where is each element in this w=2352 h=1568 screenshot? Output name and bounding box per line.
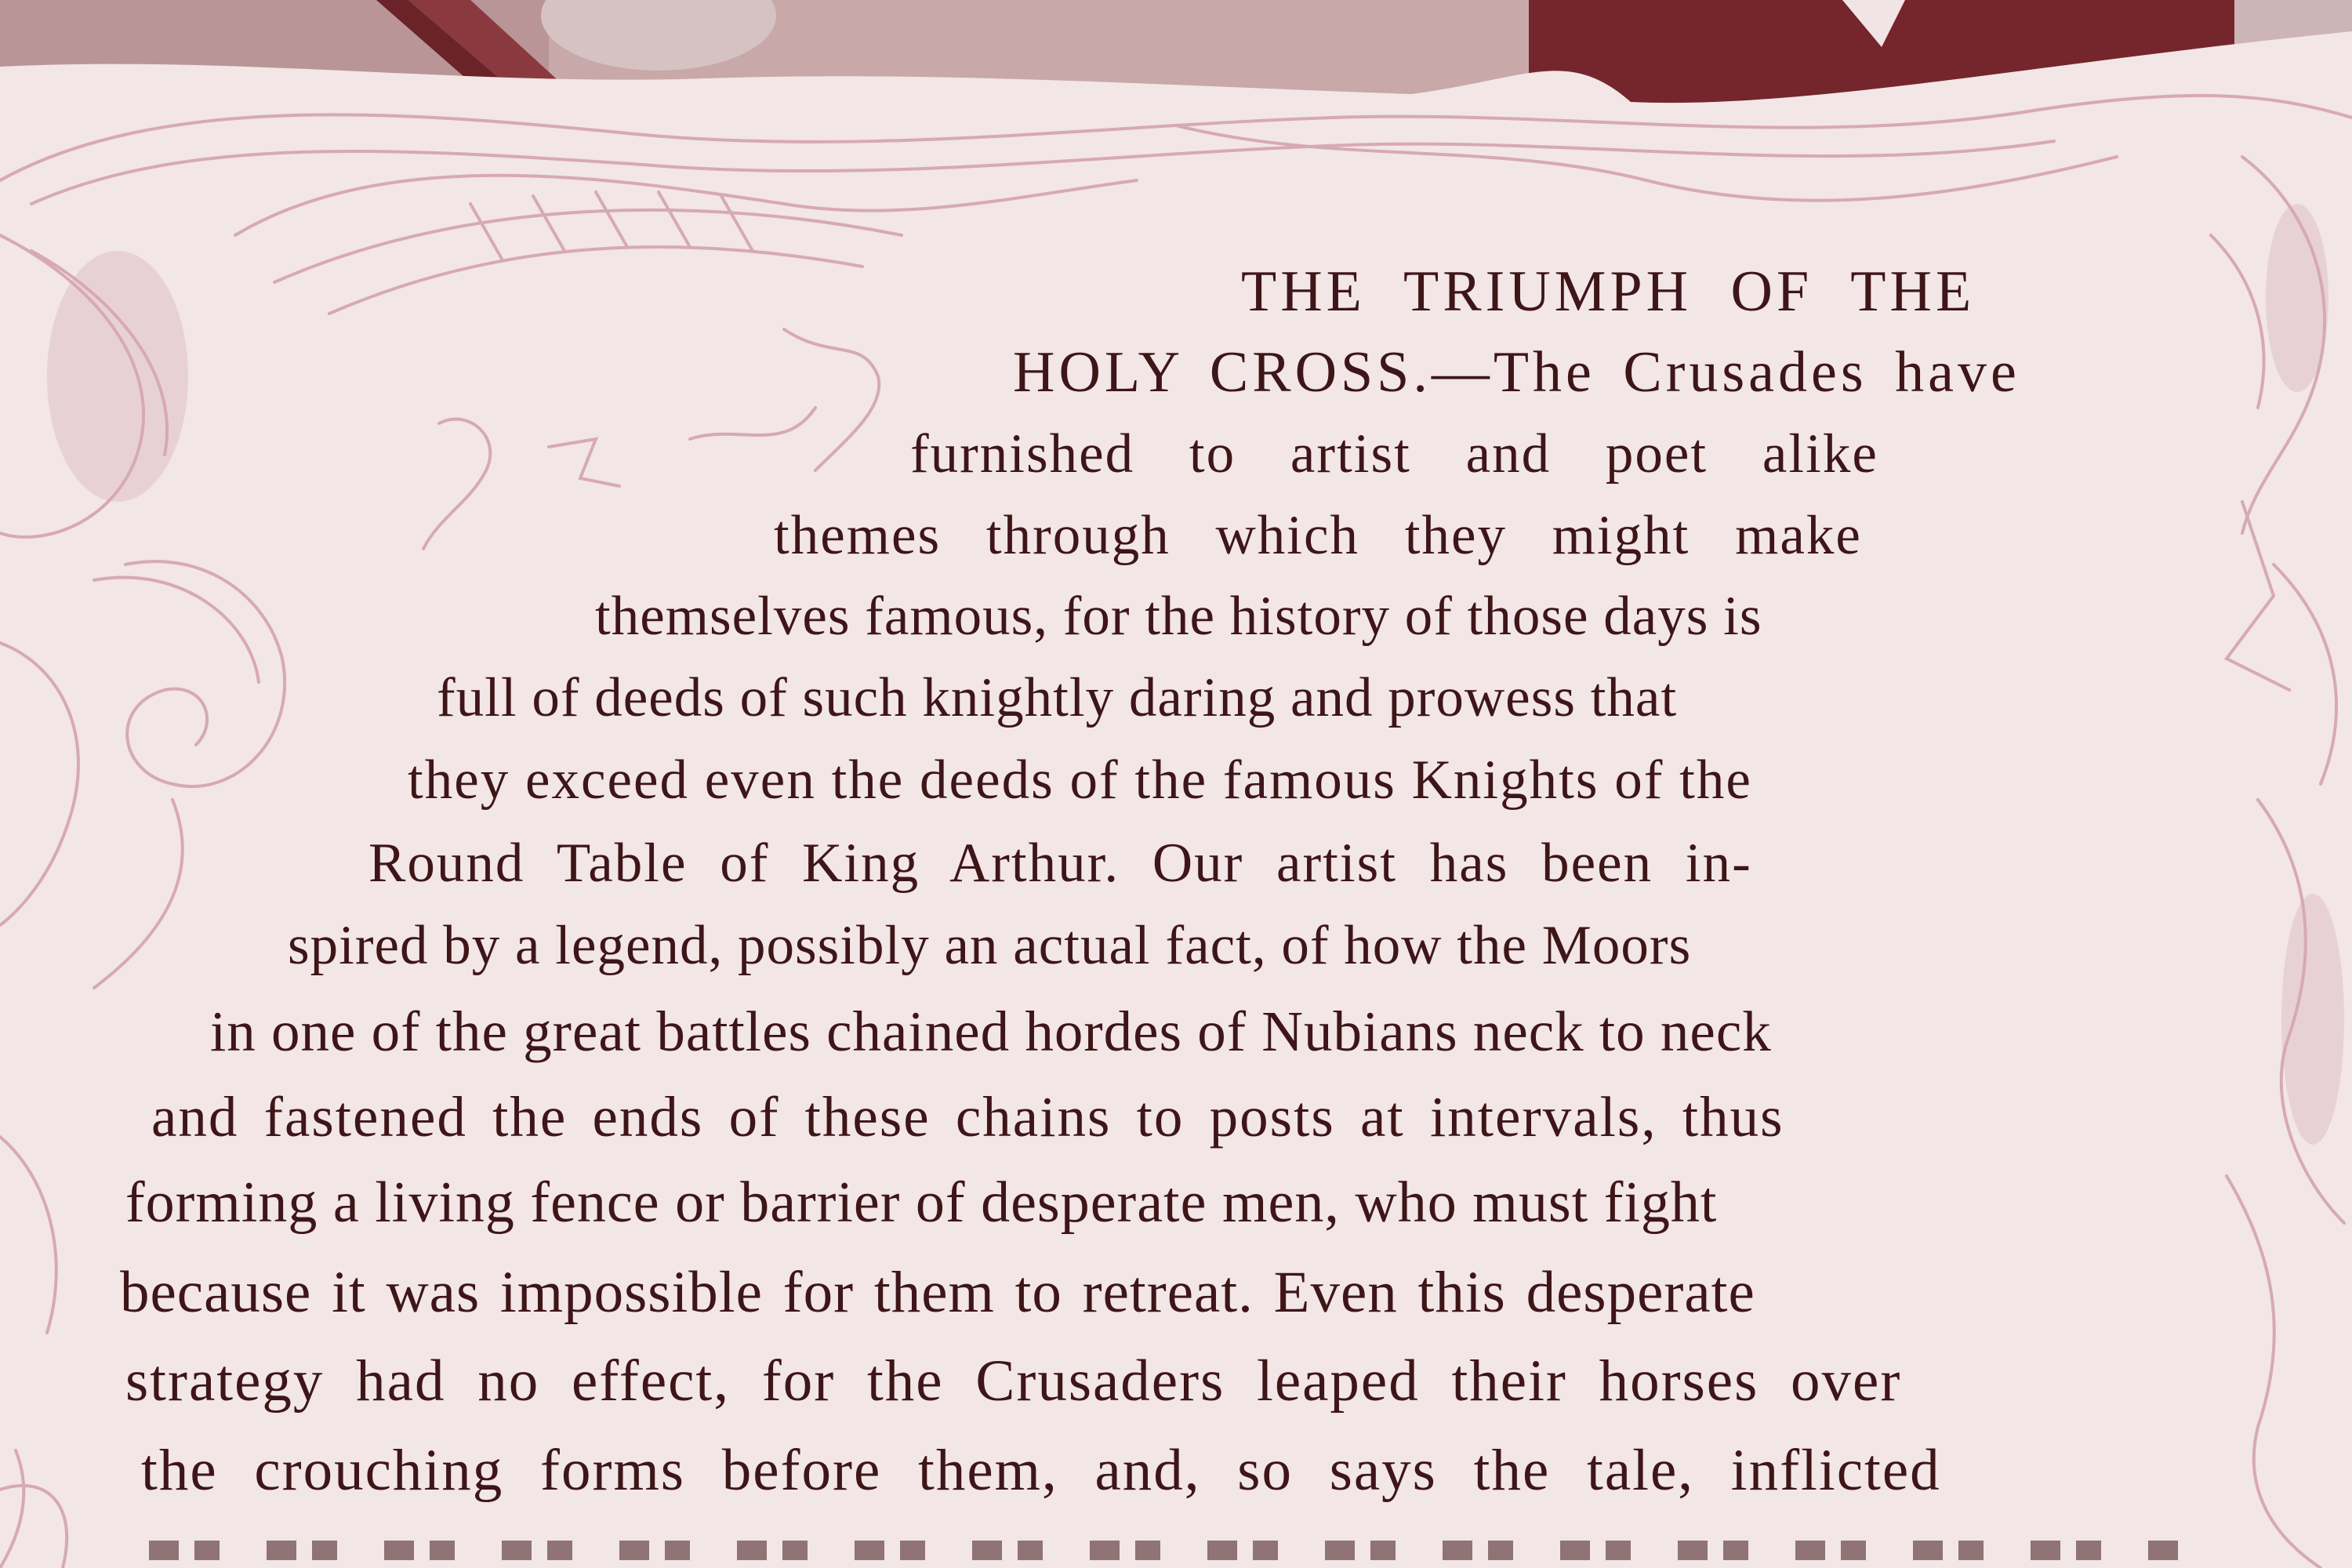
article-title-line-1: THE TRIUMPH OF THE — [1241, 260, 1976, 324]
article-line-15: the crouching forms before them, and, so says the tale, inflicted — [141, 1438, 1941, 1503]
article-line-11: and fastened the ends of these chains to posts at intervals, thus — [151, 1085, 1784, 1149]
article-line-12: forming a living fence or barrier of desperate men, who must fight — [125, 1171, 1718, 1235]
article-line-7: they exceed even the deeds of the famous Knights of the — [408, 750, 1752, 811]
article-line-4: themes through which they might make — [774, 505, 1862, 566]
article-line-5: themselves famous, for the history of those days is — [595, 586, 1762, 647]
article-cutoff-line — [149, 1541, 2187, 1568]
article-line-3: furnished to artist and poet alike — [910, 423, 1878, 485]
article-line-10: in one of the great battles chained hordes of Nubians neck to neck — [210, 1000, 1772, 1063]
article-line-9: spired by a legend, possibly an actual fact, of how the Moors — [288, 915, 1692, 976]
article-line-14: strategy had no effect, for the Crusaders leaped their horses over — [125, 1348, 1902, 1414]
article-title-line-2: HOLY CROSS.—The Crusades have — [1013, 340, 2020, 405]
article-line-6: full of deeds of such knightly daring and prowess that — [437, 667, 1678, 728]
article-line-8: Round Table of King Arthur. Our artist has been in- — [368, 833, 1752, 894]
article-line-13: because it was impossible for them to retreat. Even this desperate — [120, 1260, 1755, 1325]
